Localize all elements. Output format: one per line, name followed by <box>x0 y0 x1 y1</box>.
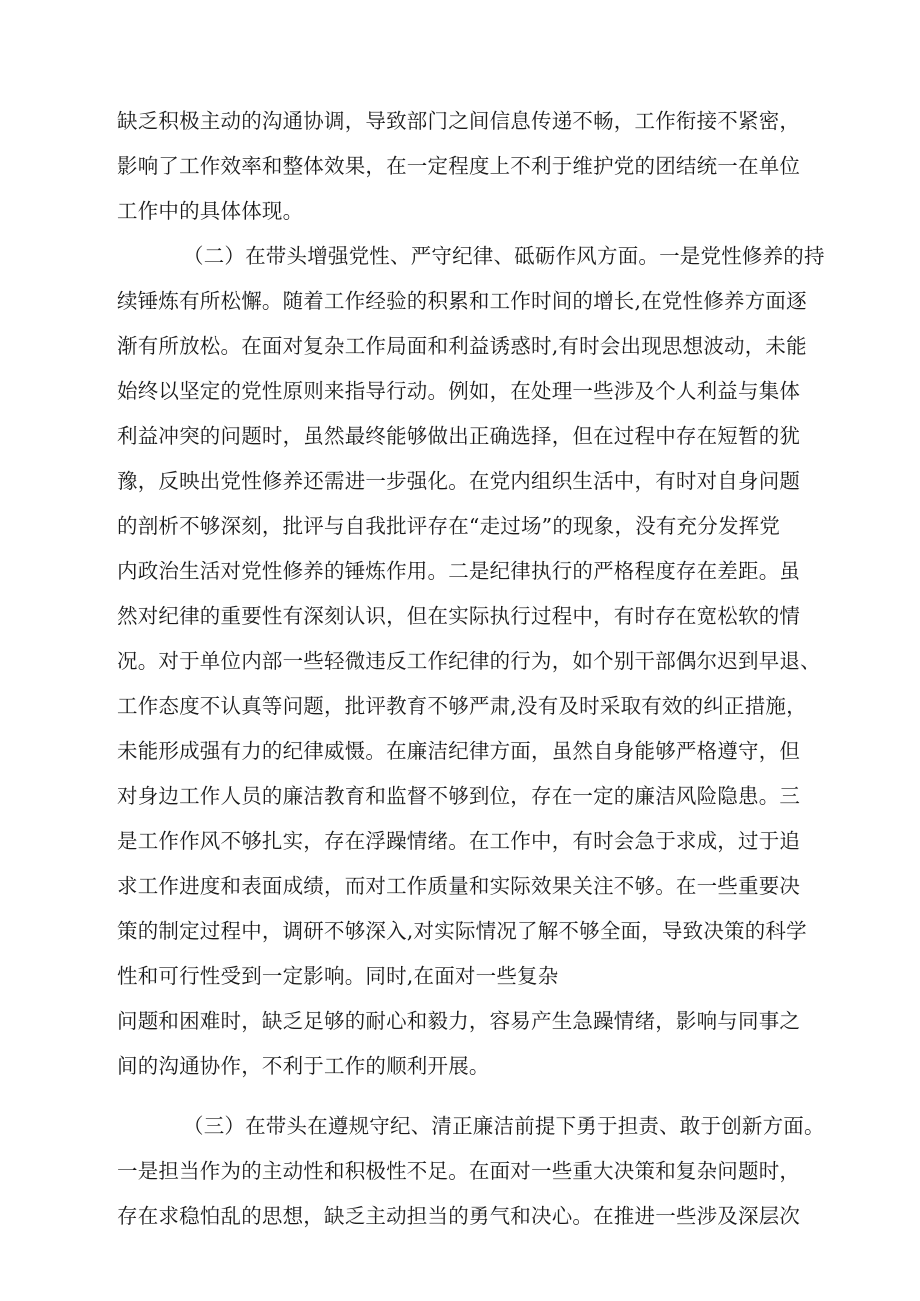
section-2-line: 始终以坚定的党性原则来指导行动。例如，在处理一些涉及个人利益与集体 <box>117 379 801 403</box>
section-2-line: 未能形成强有力的纪律威慑。在廉洁纪律方面，虽然自身能够严格遵守，但 <box>117 739 801 763</box>
section-2-line: 策的制定过程中，调研不够深入,对实际情况了解不够全面，导致决策的科学 <box>117 919 807 943</box>
section-2-line: 然对纪律的重要性有深刻认识，但在实际执行过程中，有时存在宽松软的情 <box>117 604 801 628</box>
section-3-heading-line: （三）在带头在遵规守纪、清正廉洁前提下勇于担责、敢于创新方面。 <box>183 1114 825 1138</box>
paragraph-1-line-1: 缺乏积极主动的沟通协调，导致部门之间信息传递不畅，工作衔接不紧密， <box>117 109 801 133</box>
section-2-line: 是工作作风不够扎实，存在浮躁情绪。在工作中，有时会急于求成，过于追 <box>117 829 801 853</box>
paragraph-1-line-2: 影响了工作效率和整体效果，在一定程度上不利于维护党的团结统一在单位 <box>117 154 801 178</box>
section-2-line: 利益冲突的问题时，虽然最终能够做出正确选择，但在过程中存在短暂的犹 <box>117 424 801 448</box>
section-2-line: 求工作进度和表面成绩，而对工作质量和实际效果关注不够。在一些重要决 <box>117 874 801 898</box>
section-2-line: 豫，反映出党性修养还需进一步强化。在党内组织生活中，有时对自身问题 <box>117 469 801 493</box>
section-2-line: 况。对于单位内部一些轻微违反工作纪律的行为，如个别干部偶尔迟到早退、 <box>117 649 821 673</box>
section-2-line: 性和可行性受到一定影响。同时,在面对一些复杂 <box>117 964 559 988</box>
section-3-line: 存在求稳怕乱的思想，缺乏主动担当的勇气和决心。在推进一些涉及深层次 <box>117 1204 801 1228</box>
section-2-line: 续锤炼有所松懈。随着工作经验的积累和工作时间的增长,在党性修养方面逐 <box>117 289 807 313</box>
section-3-line: 一是担当作为的主动性和积极性不足。在面对一些重大决策和复杂问题时， <box>117 1159 801 1183</box>
section-2-line: 的剖析不够深刻，批评与自我批评存在“走过场”的现象，没有充分发挥党 <box>117 514 781 538</box>
section-2-heading-line: （二）在带头增强党性、严守纪律、砥砺作风方面。一是党性修养的持 <box>183 244 825 268</box>
section-2-line: 对身边工作人员的廉洁教育和监督不够到位，存在一定的廉洁风险隐患。三 <box>117 784 801 808</box>
section-2-line: 间的沟通协作，不利于工作的顺利开展。 <box>117 1054 490 1078</box>
section-2-line: 问题和困难时，缺乏足够的耐心和毅力，容易产生急躁情绪，影响与同事之 <box>117 1009 801 1033</box>
section-2-line: 内政治生活对党性修养的锤炼作用。二是纪律执行的严格程度存在差距。虽 <box>117 559 801 583</box>
section-2-line: 工作态度不认真等问题，批评教育不够严肃,没有及时采取有效的纠正措施， <box>117 694 807 718</box>
section-2-line: 渐有所放松。在面对复杂工作局面和利益诱惑时,有时会出现思想波动，未能 <box>117 334 807 358</box>
paragraph-1-line-3: 工作中的具体体现。 <box>117 199 304 223</box>
